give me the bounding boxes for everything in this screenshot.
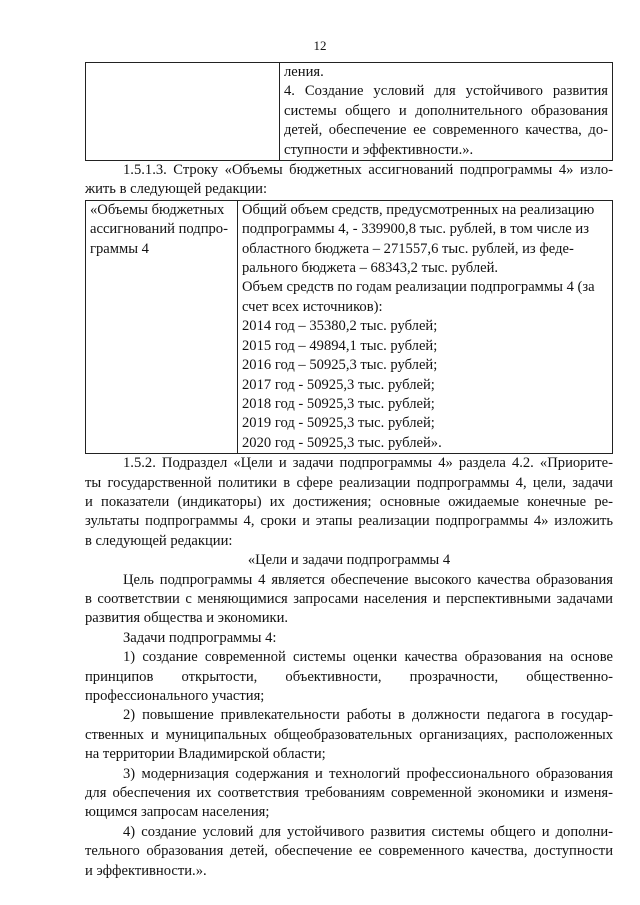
text-line: жить в следующей редакции: [85, 181, 268, 198]
text-line: ственных и муниципальных общеобразовательных организациях, расположенных [85, 726, 613, 743]
text-line: и эффективности.». [85, 862, 207, 879]
text-line: 3) модернизация содержания и технологий профессионального образования [123, 765, 613, 782]
goal-paragraph [85, 571, 613, 629]
year-amount-line: 2016 год – 50925,3 тыс. рублей; [242, 357, 438, 374]
table-line: 4. Создание условий для устойчивого развития [284, 83, 608, 100]
text-line: ющимся запросам населения; [85, 804, 270, 821]
page-number: 12 [313, 38, 327, 53]
text-line: развития общества и экономики. [85, 610, 289, 627]
table-line: ступности и эффективности.». [284, 141, 474, 158]
text-line: в следующей редакции: [85, 532, 233, 549]
paragraph-1-5-1-3 [85, 161, 613, 200]
budget-table-label-cell [86, 200, 238, 453]
text-line: и показатели (индикаторы) их достижения; основные ожидаемые конечные ре- [85, 493, 613, 510]
year-amount-line: 2017 год - 50925,3 тыс. рублей; [242, 376, 435, 393]
tasks-heading: Задачи подпрограммы 4: [123, 629, 277, 646]
top-table-left-cell [86, 63, 280, 161]
text-line: зультаты подпрограммы 4, сроки и этапы реализации подпрограммы 4» изложить [85, 513, 613, 530]
table-line: областного бюджета – 271557,6 тыс. рублей, из феде- [242, 240, 574, 257]
table-line: счет всех источников): [242, 298, 383, 315]
goals-heading: «Цели и задачи подпрограммы 4 [247, 552, 451, 569]
text-line: 4) создание условий для устойчивого развития системы общего и дополни- [123, 823, 613, 840]
paragraph-1-5-2 [85, 454, 613, 551]
text-line: ты государственной политики в сфере реализации подпрограммы 4, цели, задачи [85, 474, 613, 491]
text-line: профессионального участия; [85, 688, 265, 704]
table-line: рального бюджета – 68343,2 тыс. рублей. [242, 260, 499, 277]
task-2 [85, 706, 613, 764]
table-line: «Объемы бюджетных [90, 201, 225, 218]
text-line: 1) создание современной системы оценки качества образования на основе [123, 649, 613, 666]
text-line: в соответствии с меняющимися запросами населения и перспективными задачами [85, 590, 613, 607]
text-line: Цель подпрограммы 4 является обеспечение высокого качества образования [123, 571, 613, 588]
budget-table [85, 200, 613, 454]
table-line: Объем средств по годам реализации подпрограммы 4 (за [242, 279, 595, 296]
year-amount-line: 2018 год - 50925,3 тыс. рублей; [242, 395, 435, 412]
text-line: 1.5.1.3. Строку «Объемы бюджетных ассигнований подпрограммы 4» изло- [123, 162, 613, 179]
table-line: системы общего и дополнительного образования [284, 102, 608, 119]
table-line: ассигнований подпро- [90, 221, 228, 238]
year-amount-line: 2014 год – 35380,2 тыс. рублей; [242, 318, 438, 335]
text-line: 2) повышение привлекательности работы в должности педагога в государ- [123, 707, 613, 724]
table-line: граммы 4 [90, 240, 149, 257]
table-line: Общий объем средств, предусмотренных на реализацию [242, 201, 595, 218]
budget-table-value-cell [238, 200, 613, 453]
document-body [85, 62, 613, 881]
task-4 [85, 823, 613, 881]
year-amount-line: 2015 год – 49894,1 тыс. рублей; [242, 337, 438, 354]
text-line: принципов открытости, объективности, прозрачности, общественно- [85, 668, 613, 685]
table-line: ления. [284, 64, 324, 80]
text-line: на территории Владимирской области; [85, 746, 326, 763]
top-table-right-cell [280, 63, 613, 161]
top-table [85, 62, 613, 161]
table-line: подпрограммы 4, - 339900,8 тыс. рублей, в том числе из [242, 221, 590, 238]
task-3 [85, 765, 613, 823]
task-1 [85, 648, 613, 706]
text-line: 1.5.2. Подраздел «Цели и задачи подпрограммы 4» раздела 4.2. «Приорите- [123, 455, 613, 472]
text-line: для обеспечения их соответствия требованиям современной экономики и изменя- [85, 785, 613, 802]
table-line: детей, обеспечение ее современного качества, до- [284, 122, 608, 139]
year-amount-line: 2020 год - 50925,3 тыс. рублей». [242, 434, 442, 451]
text-line: тельного образования детей, обеспечение ее современного качества, доступности [85, 843, 613, 860]
year-amount-line: 2019 год - 50925,3 тыс. рублей; [242, 415, 435, 432]
